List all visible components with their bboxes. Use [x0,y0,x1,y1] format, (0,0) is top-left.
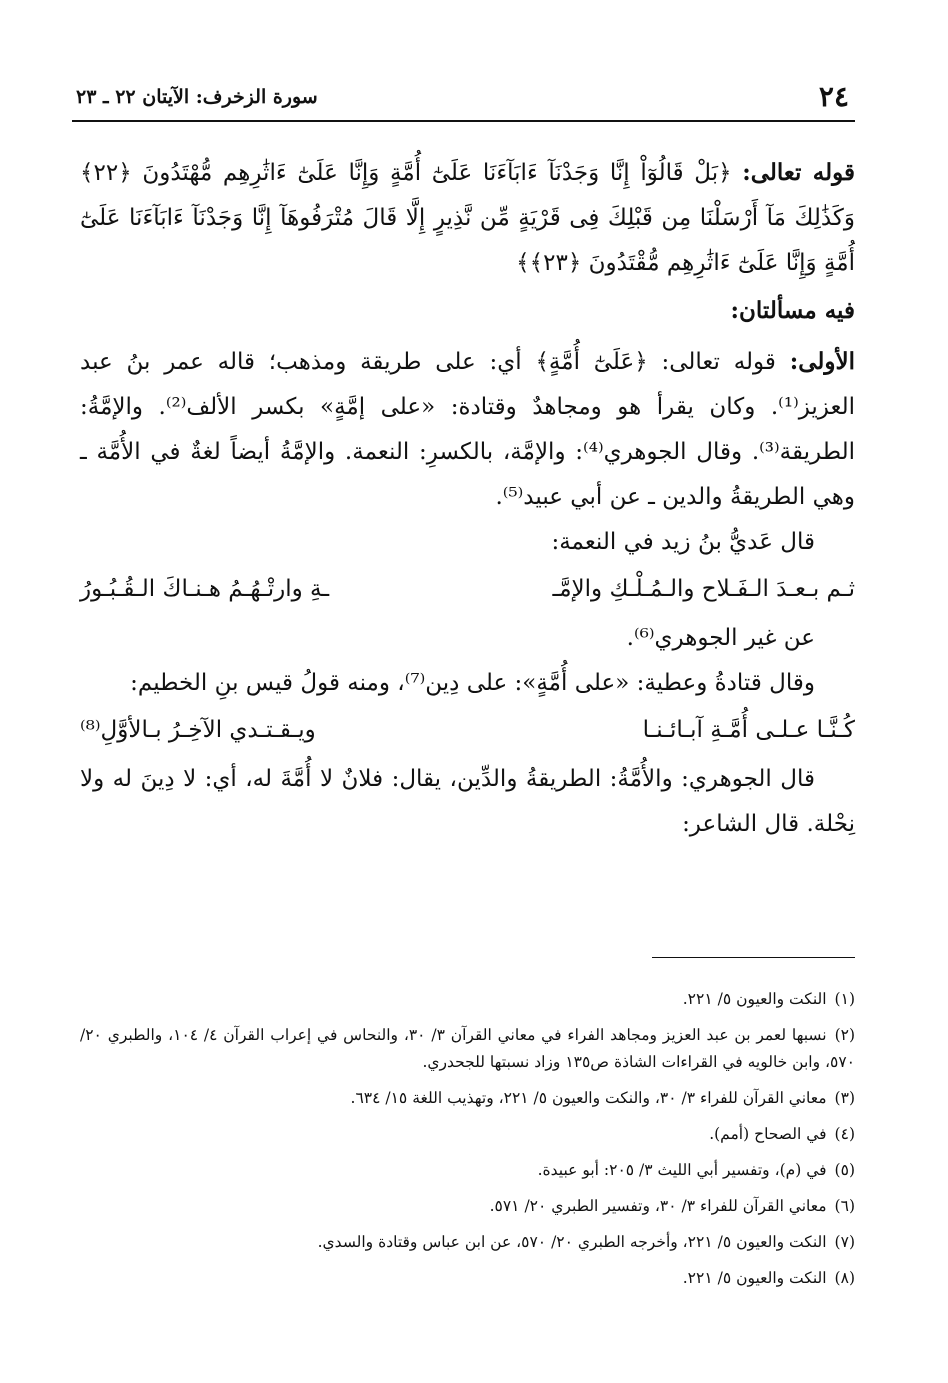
footnote-number: (٧) [834,1233,855,1251]
first-issue-text: قوله تعالى: ﴿عَلَىٰٓ أُمَّةٍ﴾ أي: على طريقة ومذهب؛ قاله عمر بنُ عبد العزيز⁽¹⁾. وكان يقرأ هو ومجاهدٌ وقتادة: «على إمَّةٍ» بكسر الألف⁽²⁾. والإمَّةُ: الطريقة⁽³⁾. وقال الجوهري⁽⁴⁾: والإمَّة، بالكسرِ: النعمة. والإمَّةُ أيضاً لغةٌ في الأُمَّة ـ وهي الطريقةُ والدين ـ عن أبي عبيد⁽⁵⁾. [80,349,856,510]
footnote-number: (٢) [834,1026,856,1044]
quran-verse-paragraph [80,150,855,286]
paragraph-lead: قوله تعالى: [742,159,855,186]
quran-verse-text: ﴿بَلْ قَالُوٓاْ إِنَّا وَجَدْنَآ ءَابَآءَنَا عَلَىٰٓ أُمَّةٍ وَإِنَّا عَلَىٰٓ ءَاثَٰرِهِم مُّهْتَدُونَ ﴿٢٢﴾ وَكَذَٰلِكَ مَآ أَرْسَلْنَا مِن قَبْلِكَ فِى قَرْيَةٍ مِّن نَّذِيرٍ إِلَّا قَالَ مُتْرَفُوهَآ إِنَّا وَجَدْنَآ ءَابَآءَنَا عَلَىٰٓ أُمَّةٍ وَإِنَّا عَلَىٰٓ ءَاثَٰرِهِم مُّقْتَدُونَ ﴿٢٣﴾﴾ [80,160,855,276]
footnotes [80,986,855,1301]
footnote-text: نسبها لعمر بن عبد العزيز ومجاهد الفراء في معاني القرآن ٣/ ٣٠، والنحاس في إعراب القرآن ٤/ ١٠٤، والطبري ٢٠/ ٥٧٠، وابن خالويه في القراءات الشاذة ص١٣٥ وزاد نسبتها للجحدري. [80,1026,855,1071]
footnote [80,1022,855,1076]
footnote-text: النكت والعيون ٥/ ٢٢١، وأخرجه الطبري ٢٠/ ٥٧٠، عن ابن عباس وقتادة والسدي. [317,1233,827,1251]
poem-intro: قال عَديُّ بنُ زيد في النعمة: [551,529,815,555]
footnote [80,986,855,1013]
footnote-number: (٤) [834,1125,855,1143]
footnote-number: (٣) [834,1089,855,1107]
footnote-text: في الصحاح (أمم). [709,1125,827,1143]
footnote-text: معاني القرآن للفراء ٣/ ٣٠، وتفسير الطبري ٢٠/ ٥٧١. [489,1197,827,1215]
footnote-separator [652,957,855,958]
verse-first-hemistich: ثـم بـعـدَ الـفَـلاح والـمُـلْـكِ والإمَّـ [552,576,855,602]
poem-source: عن غير الجوهري⁽⁶⁾. [626,625,815,651]
poem-verse [80,567,855,612]
footnote [80,1229,855,1256]
page-number: ٢٤ [818,80,849,113]
footnote [80,1193,855,1220]
footnote-number: (٦) [834,1197,855,1215]
footnote-text: معاني القرآن للفراء ٣/ ٣٠، والنكت والعيون ٥/ ٢٢١، وتهذيب اللغة ١٥/ ٦٣٤. [350,1089,827,1107]
footnote [80,1085,855,1112]
verse-first-hemistich: كُـنَّـا عـلـى أُمَّـةِ آبـائـنـا [642,717,855,743]
main-text [80,150,855,847]
footnote-text: النكت والعيون ٥/ ٢٢١. [682,990,827,1008]
footnote [80,1157,855,1184]
jawhari-paragraph: قال الجوهري: والأُمَّةُ: الطريقةُ والدِّين، يقال: فلانٌ لا أُمَّةَ له، أي: لا دِينَ له ولا نِحْلة. قال الشاعر: [80,766,855,837]
qatada-paragraph: وقال قتادةُ وعطية: «على أُمَّةٍ»: على دِين⁽⁷⁾، ومنه قولُ قيس بنِ الخطيم: [130,670,815,696]
paragraph-lead: الأولى: [789,348,855,375]
footnote [80,1121,855,1148]
footnote-number: (١) [834,990,855,1008]
page-header [72,80,855,122]
verse-second-hemistich: ويـقـتـدي الآخِـرُ بـالأوَّلِ⁽⁸⁾ [80,717,316,743]
footnote-number: (٨) [834,1269,855,1287]
poem-verse [80,708,855,753]
footnote [80,1265,855,1292]
footnote-text: النكت والعيون ٥/ ٢٢١. [682,1269,827,1287]
running-title: سورة الزخرف: الآيتان ٢٢ ـ ٢٣ [76,86,318,108]
footnote-number: (٥) [834,1161,855,1179]
verse-second-hemistich: ـةِ وارتْـهُـمُ هـنـاكَ الـقُـبُـورُ [80,576,330,602]
first-issue-paragraph [80,339,855,520]
section-heading: فيه مسألتان: [730,297,855,324]
footnote-text: في (م)، وتفسير أبي الليث ٣/ ٢٠٥: أبو عبيدة. [537,1161,827,1179]
